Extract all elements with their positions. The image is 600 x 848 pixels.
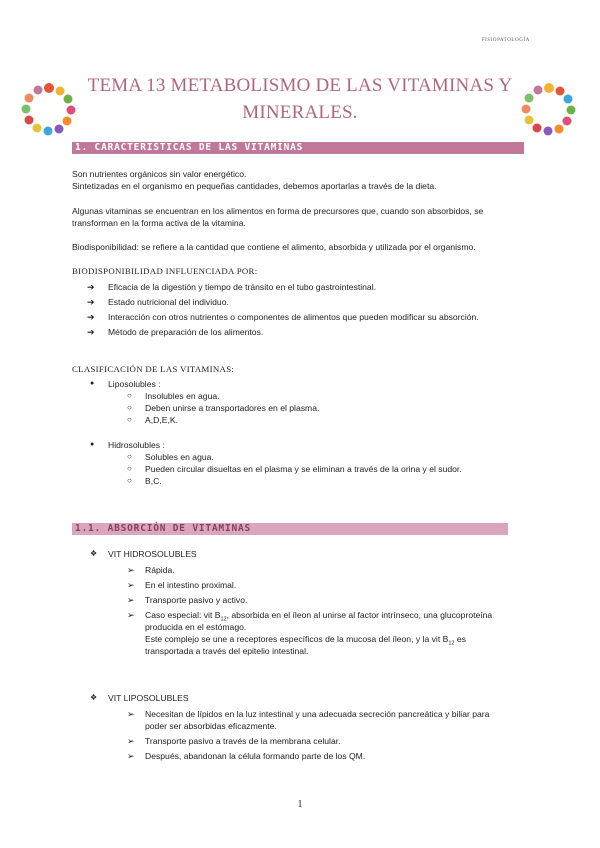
title-line-2: MINERALES.: [242, 102, 358, 123]
section-1-heading: 1. CARACTERÍSTICAS DE LAS VITAMINAS: [72, 142, 524, 154]
bio-item: Estado nutricional del individuo.: [108, 297, 229, 307]
classification-subheading: CLASIFICACIÓN DE LAS VITAMINAS:: [72, 364, 235, 374]
hidrosolubles-item: Pueden circular disueltas en el plasma y se eliminan a través de la orina y el sudor.: [145, 464, 462, 474]
hidro-absorption-item: Rápida.: [145, 565, 175, 575]
arrowhead-bullet-icon: ➢: [127, 610, 135, 620]
intro-line-1: Son nutrientes orgánicos sin valor energético.: [72, 169, 247, 179]
arrow-bullet-icon: ➔: [87, 297, 95, 307]
special-case-line-1: Caso especial: vit $B_{12}$, absorbida en el íleon al unirse al factor intrínseco, una glucoproteína: [145, 610, 493, 623]
document-title: [80, 72, 520, 126]
lipo-absorption-item: Transporte pasivo a través de la membrana celular.: [145, 736, 341, 746]
disc-bullet-icon: ●: [90, 380, 95, 387]
special-case-line-4: transportada a través del epitelio intestinal.: [145, 646, 309, 656]
arrow-bullet-icon: ➔: [87, 282, 95, 292]
bio-item: Método de preparación de los alimentos.: [108, 327, 264, 337]
hidrosolubles-label: Hidrosolubles :: [108, 440, 165, 450]
arrowhead-bullet-icon: ➢: [127, 580, 135, 590]
disc-bullet-icon: ●: [90, 441, 95, 448]
liposolubles-item: Insolubles en agua.: [145, 391, 220, 401]
lipo-absorption-item: Después, abandonan la célula formando parte de los QM.: [145, 751, 366, 761]
header-course-tag: FISIOPATOLOGÍA: [481, 38, 530, 43]
hidro-absorption-item: Transporte pasivo y activo.: [145, 595, 248, 605]
hidrosolubles-item: Solubles en agua.: [145, 452, 214, 462]
arrowhead-bullet-icon: ➢: [127, 595, 135, 605]
bio-item: Interacción con otros nutrientes o componentes de alimentos que pueden modificar su absorción.: [108, 312, 479, 322]
liposolubles-item: A,D,E,K.: [145, 415, 178, 425]
page-number: 1: [297, 799, 303, 810]
arrow-bullet-icon: ➔: [87, 312, 95, 322]
special-case-line-3: Este complejo se une a receptores específicos de la mucosa del íleon, y la vit $B_{12}$ es: [145, 634, 466, 647]
circle-bullet-icon: ○: [127, 452, 132, 461]
arrowhead-bullet-icon: ➢: [127, 565, 135, 575]
arrow-bullet-icon: ➔: [87, 327, 95, 337]
intro-line-2: Sintetizadas en el organismo en pequeñas cantidades, debemos aportarlas a través de la dieta.: [72, 181, 437, 191]
circle-bullet-icon: ○: [127, 391, 132, 400]
circle-bullet-icon: ○: [127, 476, 132, 485]
liposolubles-absorption-title: VIT LIPOSOLUBLES: [108, 693, 189, 703]
bioavailability-subheading: BIODISPONIBILIDAD INFLUENCIADA POR:: [72, 266, 258, 276]
lipo-absorption-item-1-line-1: Necesitan de lípidos en la luz intestinal y una adecuada secreción pancreática y biliar para: [145, 709, 490, 719]
arrowhead-bullet-icon: ➢: [127, 751, 135, 761]
bio-item: Eficacia de la digestión y tiempo de tránsito en el tubo gastrointestinal.: [108, 282, 376, 292]
liposolubles-item: Deben unirse a transportadores en el plasma.: [145, 403, 320, 413]
diamond-bullet-icon: ❖: [90, 549, 98, 558]
hidrosolubles-item: B,C.: [145, 476, 162, 486]
circle-bullet-icon: ○: [127, 403, 132, 412]
liposolubles-label: Liposolubles :: [108, 379, 161, 389]
hidro-absorption-item: En el intestino proximal.: [145, 580, 237, 590]
section-1-1-heading: 1.1. ABSORCIÓN DE VITAMINAS: [72, 523, 508, 535]
arrowhead-bullet-icon: ➢: [127, 736, 135, 746]
arrowhead-bullet-icon: ➢: [127, 709, 135, 719]
precursor-line-2: transforman en la forma activa de la vitamina.: [72, 218, 246, 228]
title-line-1: TEMA 13 METABOLISMO DE LAS VITAMINAS Y: [87, 75, 513, 96]
lipo-absorption-item-1-line-2: poder ser absorbidas eficazmente.: [145, 721, 277, 731]
circle-bullet-icon: ○: [127, 464, 132, 473]
precursor-line-1: Algunas vitaminas se encuentran en los alimentos en forma de precursores que, cuando son absorbidos, se: [72, 206, 484, 216]
diamond-bullet-icon: ❖: [90, 693, 98, 702]
special-case-line-2: producida en el estómago.: [145, 622, 247, 632]
circle-bullet-icon: ○: [127, 415, 132, 424]
bioavailability-definition: Biodisponibilidad: se refiere a la cantidad que contiene el alimento, absorbida y utilizada por el organismo.: [72, 242, 476, 252]
hidrosolubles-absorption-title: VIT HIDROSOLUBLES: [108, 549, 197, 559]
food-wreath-illustration-left: [20, 80, 78, 138]
food-wreath-illustration-right: [520, 80, 578, 138]
